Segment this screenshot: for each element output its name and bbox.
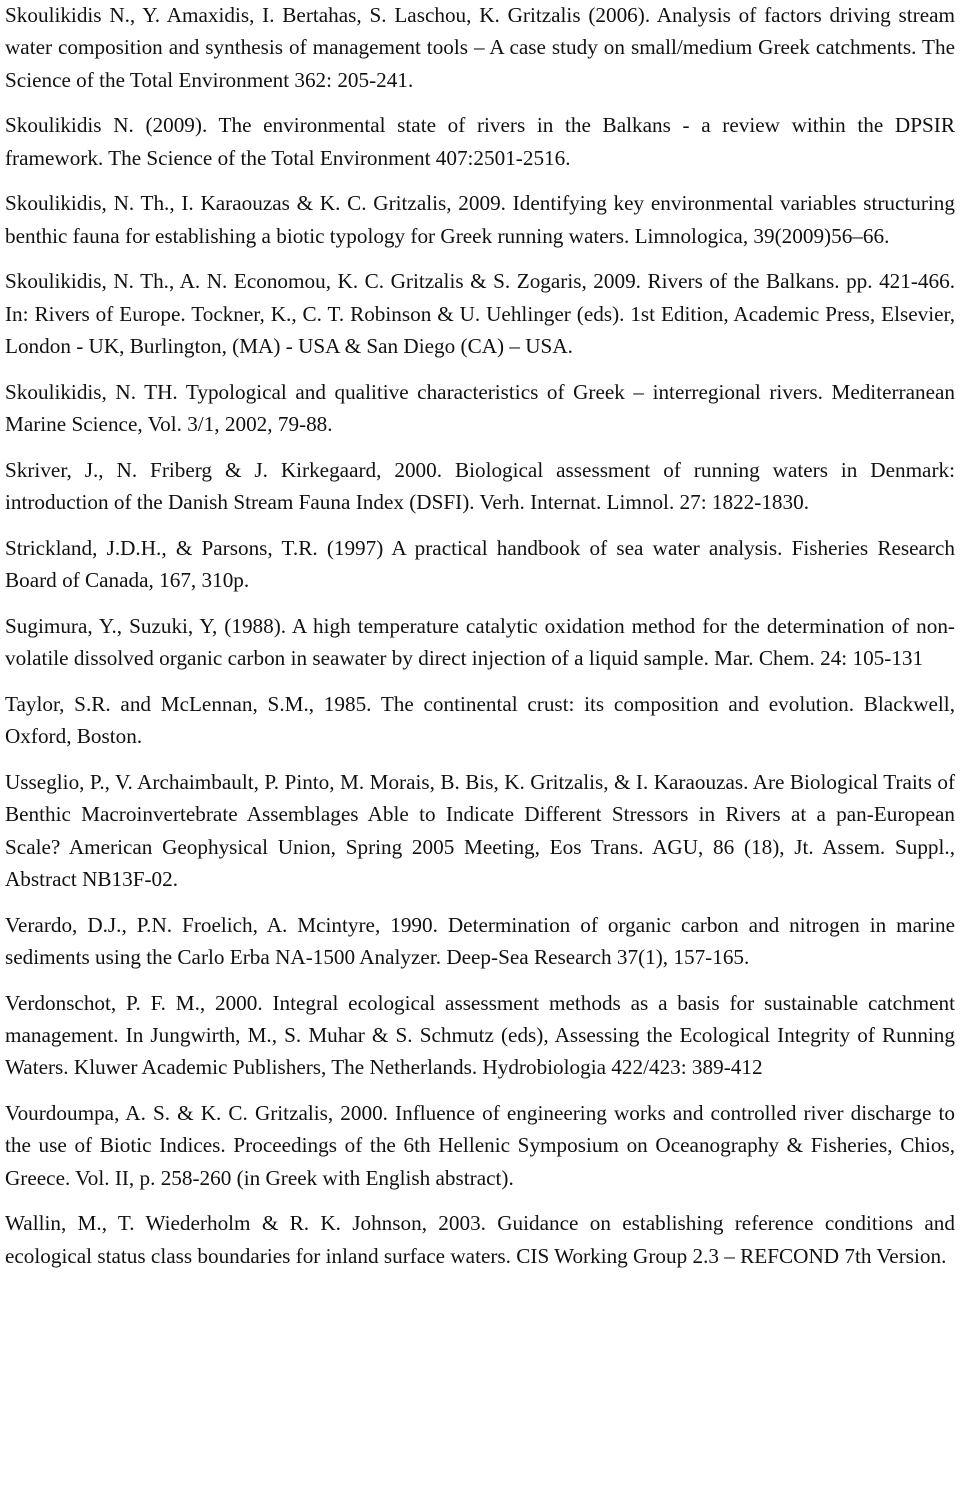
reference-entry: Vourdoumpa, A. S. & K. C. Gritzalis, 2000. Influence of engineering works and controlled river discharge to the use of Biotic Indices. Proceedings of the 6th Hellenic Symposium on Oceanography & Fisheries, Chios, Greece. Vol. II, p. 258-260 (in Greek with English abstract). [5, 1101, 955, 1190]
reference-entry: Skoulikidis, N. Th., A. N. Economou, K. C. Gritzalis & S. Zogaris, 2009. Rivers of the Balkans. pp. 421-466. In: Rivers of Europe. Tockner, K., C. T. Robinson & U. Uehlinger (eds). 1st Edition, Academic Press, Elsevier, London - UK, Burlington, (MA) - USA & San Diego (CA) – USA. [5, 269, 955, 359]
reference-entry: Verardo, D.J., P.N. Froelich, A. Mcintyre, 1990. Determination of organic carbon and nitrogen in marine sediments using the Carlo Erba NA-1500 Analyzer. Deep-Sea Research 37(1), 157-165. [5, 912, 955, 970]
reference-list [5, 0, 955, 1285]
reference-entry: Verdonschot, P. F. M., 2000. Integral ecological assessment methods as a basis for sustainable catchment management. In Jungwirth, M., S. Muhar & S. Schmutz (eds), Assessing the Ecological Integrity of Running Waters. Kluwer Academic Publishers, The Netherlands. Hydrobiologia 422/423: 389-412 [5, 990, 955, 1080]
reference-entry: Strickland, J.D.H., & Parsons, T.R. (1997) A practical handbook of sea water analysis. Fisheries Research Board of Canada, 167, 310p. [5, 535, 955, 593]
reference-entry: Wallin, M., T. Wiederholm & R. K. Johnson, 2003. Guidance on establishing reference conditions and ecological status class boundaries for inland surface waters. CIS Working Group 2.3 – REFCOND 7th Version. [5, 1211, 955, 1268]
reference-entry: Usseglio, P., V. Archaimbault, P. Pinto, M. Morais, B. Bis, K. Gritzalis, & I. Karaouzas. Are Biological Traits of Benthic Macroinvertebrate Assemblages Able to Indicate Different Stressors in Rivers at a pan-European Scale? American Geophysical Union, Spring 2005 Meeting, Eos Trans. AGU, 86 (18), Jt. Assem. Suppl., Abstract NB13F-02. [5, 769, 955, 892]
reference-entry: Skoulikidis, N. TH. Typological and qualitive characteristics of Greek – interregional rivers. Mediterranean Marine Science, Vol. 3/1, 2002, 79-88. [5, 379, 955, 437]
reference-entry: Skoulikidis, N. Th., I. Karaouzas & K. C. Gritzalis, 2009. Identifying key environmental variables structuring benthic fauna for establishing a biotic typology for Greek running waters. Limnologica, 39(2009)56–66. [5, 191, 955, 248]
reference-entry: Sugimura, Y., Suzuki, Y, (1988). A high temperature catalytic oxidation method for the determination of non-volatile dissolved organic carbon in seawater by direct injection of a liquid sample. Mar. Chem. 24: 105-131 [5, 613, 955, 671]
reference-entry: Skoulikidis N., Y. Amaxidis, I. Bertahas, S. Laschou, K. Gritzalis (2006). Analysis of factors driving stream water composition and synthesis of management tools – A case study on small/medium Greek catchments. The Science of the Total Environment 362: 205-241. [5, 3, 955, 92]
reference-entry: Taylor, S.R. and McLennan, S.M., 1985. The continental crust: its composition and evolution. Blackwell, Oxford, Boston. [5, 691, 955, 749]
reference-entry: Skriver, J., N. Friberg & J. Kirkegaard, 2000. Biological assessment of running waters in Denmark: introduction of the Danish Stream Fauna Index (DSFI). Verh. Internat. Limnol. 27: 1822-1830. [5, 457, 955, 515]
reference-entry: Skoulikidis N. (2009). The environmental state of rivers in the Balkans - a review within the DPSIR framework. The Science of the Total Environment 407:2501-2516. [5, 113, 955, 170]
